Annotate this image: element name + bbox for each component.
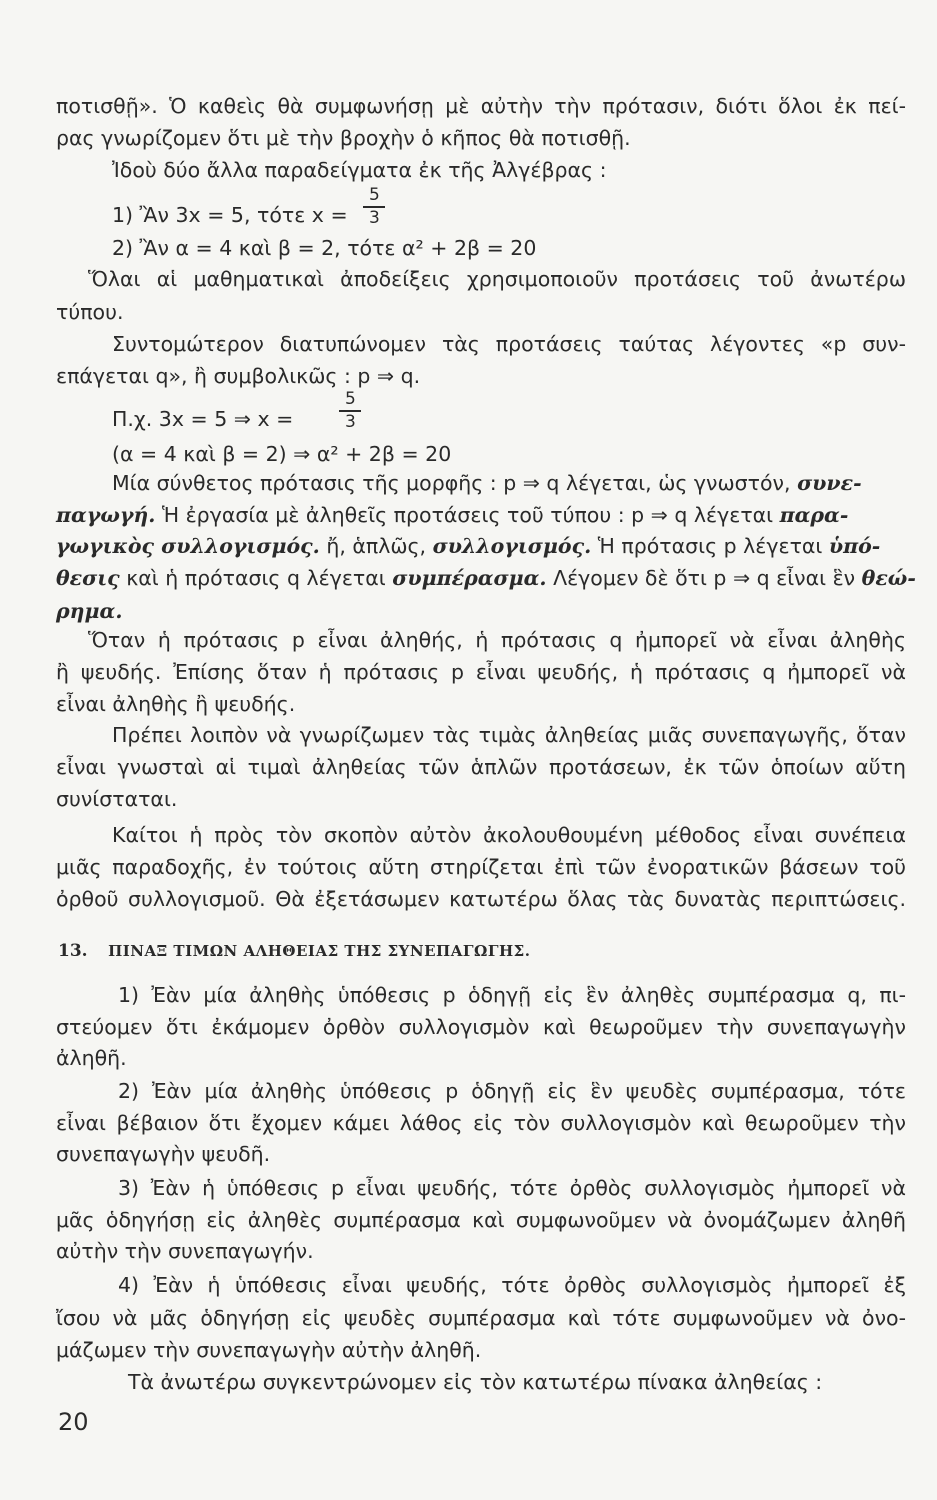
fraction-numerator: 5	[345, 389, 356, 409]
text-line: 4) Ἐὰν ἡ ὑπόθεσις εἶναι ψευδής, τότε ὀρθὸς συλλογισμὸς ἠμπορεῖ ἐξ	[118, 1273, 906, 1297]
text-line: Ὅταν ἡ πρότασις p εἶναι ἀληθής, ἡ πρότασις q ἠμπορεῖ νὰ εἶναι ἀληθὴς	[88, 628, 906, 652]
text-line: 3) Ἐὰν ἡ ὑπόθεσις p εἶναι ψευδής, τότε ὀρθὸς συλλογισμὸς ἠμπορεῖ νὰ	[118, 1176, 906, 1200]
text-span: Μία σύνθετος πρότασις τῆς μορφῆς : p ⇒ q λέγεται, ὡς γνωστόν,	[112, 471, 791, 495]
text-line	[56, 565, 916, 591]
text-line: εἶναι βέβαιον ὅτι ἔχομεν κάμει λάθος εἰς τὸν συλλογισμὸν καὶ θεωροῦμεν τὴν	[56, 1111, 906, 1135]
text-line: μιᾶς παραδοχῆς, ἐν τούτοις αὕτη στηρίζεται ἐπὶ τῶν ἐνορατικῶν βάσεων τοῦ	[56, 855, 906, 879]
text-line: συνίσταται.	[56, 787, 178, 811]
bold-term: ὑπό-	[828, 534, 881, 558]
text-line: εἶναι γνωσταὶ αἱ τιμαὶ ἀληθείας τῶν ἁπλῶν προτάσεων, ἐκ τῶν ὁποίων αὕτη	[56, 755, 906, 779]
text-line: Τὰ ἀνωτέρω συγκεντρώνομεν εἰς τὸν κατωτέρω πίνακα ἀληθείας :	[128, 1370, 823, 1394]
text-line: Καίτοι ἡ πρὸς τὸν σκοπὸν αὐτὸν ἀκολουθουμένη μέθοδος εἶναι συνέπεια	[112, 823, 906, 847]
bold-term: συνε-	[797, 471, 862, 495]
text-line: Ὅλαι αἱ μαθηματικαὶ ἀποδείξεις χρησιμοποιοῦν προτάσεις τοῦ ἀνωτέρω	[88, 267, 906, 291]
text-line: ἀληθῆ.	[56, 1046, 127, 1070]
text-line: μᾶς ὁδηγήσῃ εἰς ἀληθὲς συμπέρασμα καὶ συμφωνοῦμεν νὰ ὀνομάζωμεν ἀληθῆ	[56, 1208, 906, 1232]
text-line: αὐτὴν τὴν συνεπαγωγήν.	[56, 1239, 314, 1263]
text-line: τύπου.	[56, 300, 124, 324]
section-title: ΠΙΝΑΞ ΤΙΜΩΝ ΑΛΗΘΕΙΑΣ ΤΗΣ ΣΥΝΕΠΑΓΩΓΗΣ.	[108, 942, 531, 960]
text-line: Πρέπει λοιπὸν νὰ γνωρίζωμεν τὰς τιμὰς ἀληθείας μιᾶς συνεπαγωγῆς, ὅταν	[112, 723, 906, 747]
bold-term: γωγικὸς συλλογισμός.	[56, 534, 320, 558]
text-span: Λέγομεν δὲ ὅτι p ⇒ q εἶναι ἓν	[553, 566, 856, 590]
text-span: ἤ, ἁπλῶς,	[326, 534, 427, 558]
bold-term: παρα-	[779, 503, 849, 527]
text-line: εἶναι ἀληθὴς ἢ ψευδής.	[56, 692, 296, 716]
bold-term: θεώ-	[861, 566, 916, 590]
text-span: Ἡ πρότασις p λέγεται	[597, 534, 823, 558]
equation-line: (α = 4 καὶ β = 2) ⇒ α² + 2β = 20	[112, 442, 452, 466]
section-number: 13.	[58, 941, 88, 961]
fraction-denominator: 3	[369, 208, 380, 228]
text-line: ποτισθῇ». Ὁ καθεὶς θὰ συμφωνήσῃ μὲ αὐτὴν τὴν πρότασιν, διότι ὅλοι ἐκ πεί-	[56, 94, 906, 118]
equation-line: 2) Ἂν α = 4 καὶ β = 2, τότε α² + 2β = 20	[112, 236, 537, 260]
equation-line: 1) Ἂν 3x = 5, τότε x =	[112, 203, 348, 227]
bold-term: συμπέρασμα.	[392, 566, 547, 590]
text-line: Συντομώτερον διατυπώνομεν τὰς προτάσεις ταύτας λέγοντες «p συν-	[112, 332, 906, 356]
equation-line: Π.χ. 3x = 5 ⇒ x =	[112, 407, 294, 431]
text-line: μάζωμεν τὴν συνεπαγωγὴν αὐτὴν ἀληθῆ.	[56, 1338, 482, 1362]
page-number: 20	[58, 1408, 89, 1436]
bold-term: θεσις	[56, 566, 120, 590]
fraction-numerator: 5	[369, 185, 380, 205]
text-span: καὶ ἡ πρότασις q λέγεται	[126, 566, 386, 590]
bold-term: ρημα.	[56, 599, 123, 623]
section-heading	[58, 936, 531, 964]
text-line	[112, 470, 862, 496]
bold-term: συλλογισμός.	[432, 534, 592, 558]
text-line	[56, 502, 848, 528]
text-line: συνεπαγωγὴν ψευδῆ.	[56, 1142, 271, 1166]
text-line: Ἰδοὺ δύο ἄλλα παραδείγματα ἐκ τῆς Ἀλγέβρας :	[112, 158, 607, 182]
text-line	[56, 533, 880, 559]
text-line: ὀρθοῦ συλλογισμοῦ. Θὰ ἐξετάσωμεν κατωτέρω ὅλας τὰς δυνατὰς περιπτώσεις.	[56, 887, 906, 911]
text-line: ἴσου νὰ μᾶς ὁδηγήσῃ εἰς ψευδὲς συμπέρασμα καὶ τότε συμφωνοῦμεν νὰ ὀνο-	[56, 1306, 906, 1330]
text-line: ἢ ψευδής. Ἐπίσης ὅταν ἡ πρότασις p εἶναι ψευδής, ἡ πρότασις q ἠμπορεῖ νὰ	[56, 660, 906, 684]
text-line: στεύομεν ὅτι ἐκάμομεν ὀρθὸν συλλογισμὸν καὶ θεωροῦμεν τὴν συνεπαγωγὴν	[56, 1015, 906, 1039]
text-line: ρας γνωρίζομεν ὅτι μὲ τὴν βροχὴν ὁ κῆπος θὰ ποτισθῇ.	[56, 126, 631, 150]
bold-term: παγωγή.	[56, 503, 156, 527]
text-line: 1) Ἐὰν μία ἀληθὴς ὑπόθεσις p ὁδηγῇ εἰς ἓν ἀληθὲς συμπέρασμα q, πι-	[118, 983, 906, 1007]
text-line: 2) Ἐὰν μία ἀληθὴς ὑπόθεσις p ὁδηγῇ εἰς ἓν ψευδὲς συμπέρασμα, τότε	[118, 1079, 906, 1103]
text-span: Ἡ ἐργασία μὲ ἀληθεῖς προτάσεις τοῦ τύπου : p ⇒ q λέγεται	[161, 503, 774, 527]
fraction-denominator: 3	[345, 412, 356, 432]
text-line: επάγεται q», ἢ συμβολικῶς : p ⇒ q.	[56, 364, 421, 388]
